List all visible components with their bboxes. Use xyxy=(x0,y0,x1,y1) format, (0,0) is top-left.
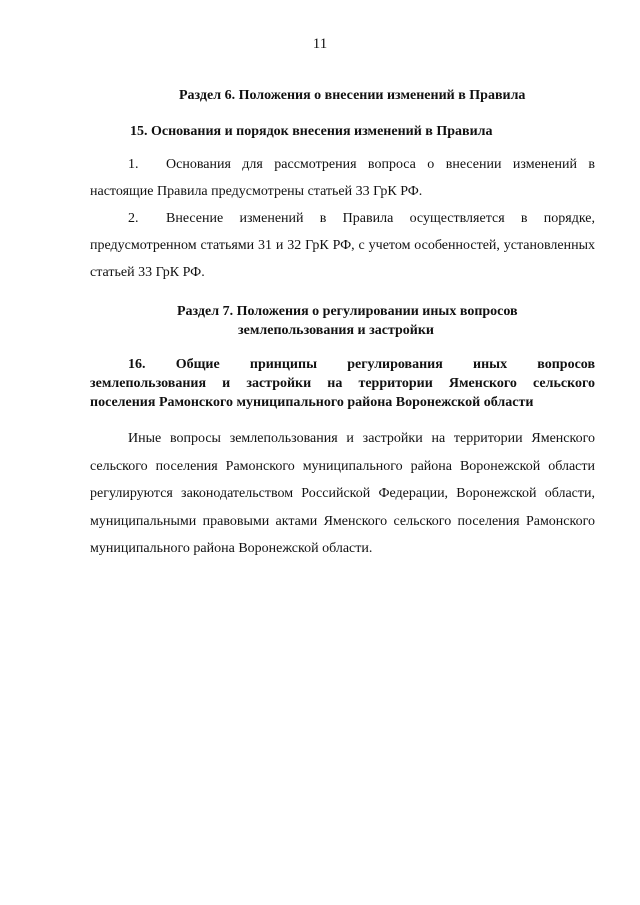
item-2-text: Внесение изменений в Правила осуществляется в порядке, предусмотренном статьями 31 и 32 ГрК РФ, с учетом особенностей, установленных статьей 33 ГрК РФ. xyxy=(90,211,595,280)
item-1-number: 1. xyxy=(128,157,139,172)
subsection-16-line-2: землепользования и застройки на территории Яменского сельского xyxy=(90,376,595,391)
subsection-15-title: 15. Основания и порядок внесения изменений в Правила xyxy=(130,124,493,139)
item-2-number: 2. xyxy=(128,211,139,226)
section-7-title-line-2: землепользования и застройки xyxy=(238,323,434,338)
section-6-item-1 xyxy=(90,151,595,205)
item-1-text: Основания для рассмотрения вопроса о внесении изменений в настоящие Правила предусмотрены статьей 33 ГрК РФ. xyxy=(90,157,595,199)
subsection-16-number: 16. xyxy=(128,357,146,372)
subsection-16-line-3: поселения Рамонского муниципального района Воронежской области xyxy=(90,395,534,410)
section-7-title-line-1: Раздел 7. Положения о регулировании иных вопросов xyxy=(177,304,518,319)
section-7-body: Иные вопросы землепользования и застройки на территории Яменского сельского поселения Рамонского муниципального района Воронежской области регулируются законодательством Российской Федерации, Воронежской области, муниципальными правовыми актами Яменского сельского поселения Рамонского муниципального района Воронежской области. xyxy=(90,431,595,556)
section-6-item-2 xyxy=(90,205,595,286)
subsection-16-line-1-text: Общие принципы регулирования иных вопросов xyxy=(175,357,596,372)
section-6-title: Раздел 6. Положения о внесении изменений в Правила xyxy=(179,88,526,103)
subsection-16-title xyxy=(90,355,595,412)
subsection-16-line-1 xyxy=(90,355,595,374)
page-number: 11 xyxy=(312,36,328,52)
